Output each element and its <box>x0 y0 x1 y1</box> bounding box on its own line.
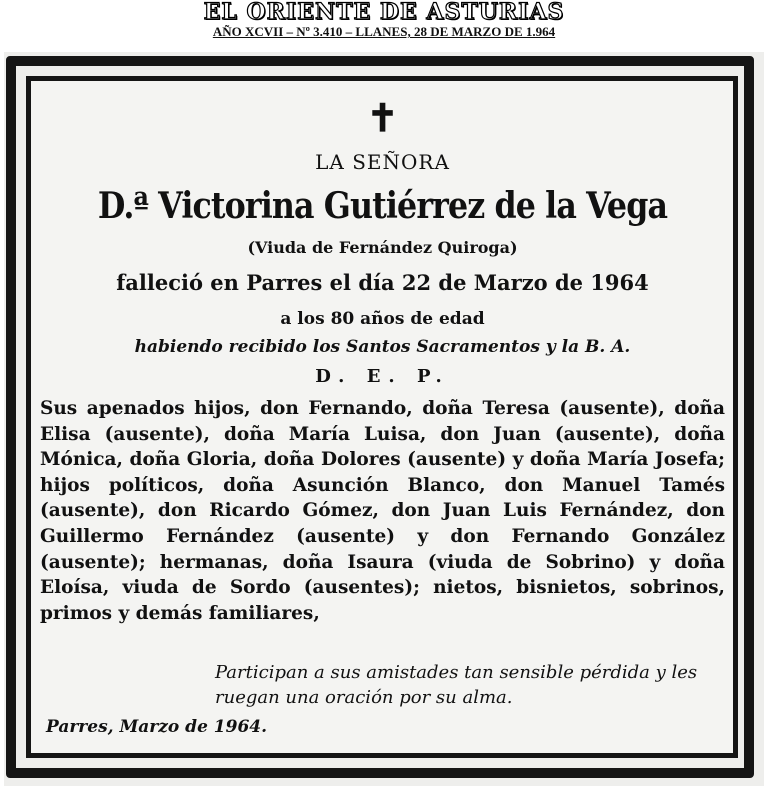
age-at-death: a los 80 años de edad <box>280 309 485 329</box>
cross-icon: ✝ <box>366 95 399 140</box>
deceased-name: D.ª Victorina Gutiérrez de la Vega <box>97 185 668 227</box>
obituary-notice <box>40 95 725 748</box>
place-date-signature: Parres, Marzo de 1964. <box>46 717 268 737</box>
rest-in-peace: D. E. P. <box>315 366 450 387</box>
masthead <box>0 0 768 48</box>
sacraments-line: habiendo recibido los Santos Sacramentos y la B. A. <box>134 337 631 357</box>
notice-intro: LA SEÑORA <box>315 150 450 174</box>
issue-line: AÑO XCVII – Nº 3.410 – LLANES, 28 DE MARZO DE 1.964 <box>212 24 556 39</box>
closing-paragraph: Participan a sus amistades tan sensible pérdida y les ruegan una oración por su alma. <box>215 662 698 708</box>
widow-of: (Viuda de Fernández Quiroga) <box>247 238 518 257</box>
mourners-paragraph: Sus apenados hijos, don Fernando, doña Teresa (ausente), doña Elisa (ausente), doña María Luisa, don Juan (ausente), doña Mónica, doña Gloria, doña Dolores (ausente) y doña María Josefa; hijos políticos, doña Asunción Blanco, don Manuel Tamés (ausente), don Ricardo Gómez, don Juan Luis Fernández, don Guillermo Fernández (ausente) y don Fernando González (ausente); hermanas, doña Isaura (viuda de Sobrino) y doña Eloísa, viuda de Sordo (ausentes); nietos, bisnietos, sobrinos, primos y demás familiares, <box>40 398 725 624</box>
death-statement: falleció en Parres el día 22 de Marzo de 1964 <box>116 270 649 295</box>
newspaper-name: EL ORIENTE DE ASTURIAS <box>203 0 565 25</box>
